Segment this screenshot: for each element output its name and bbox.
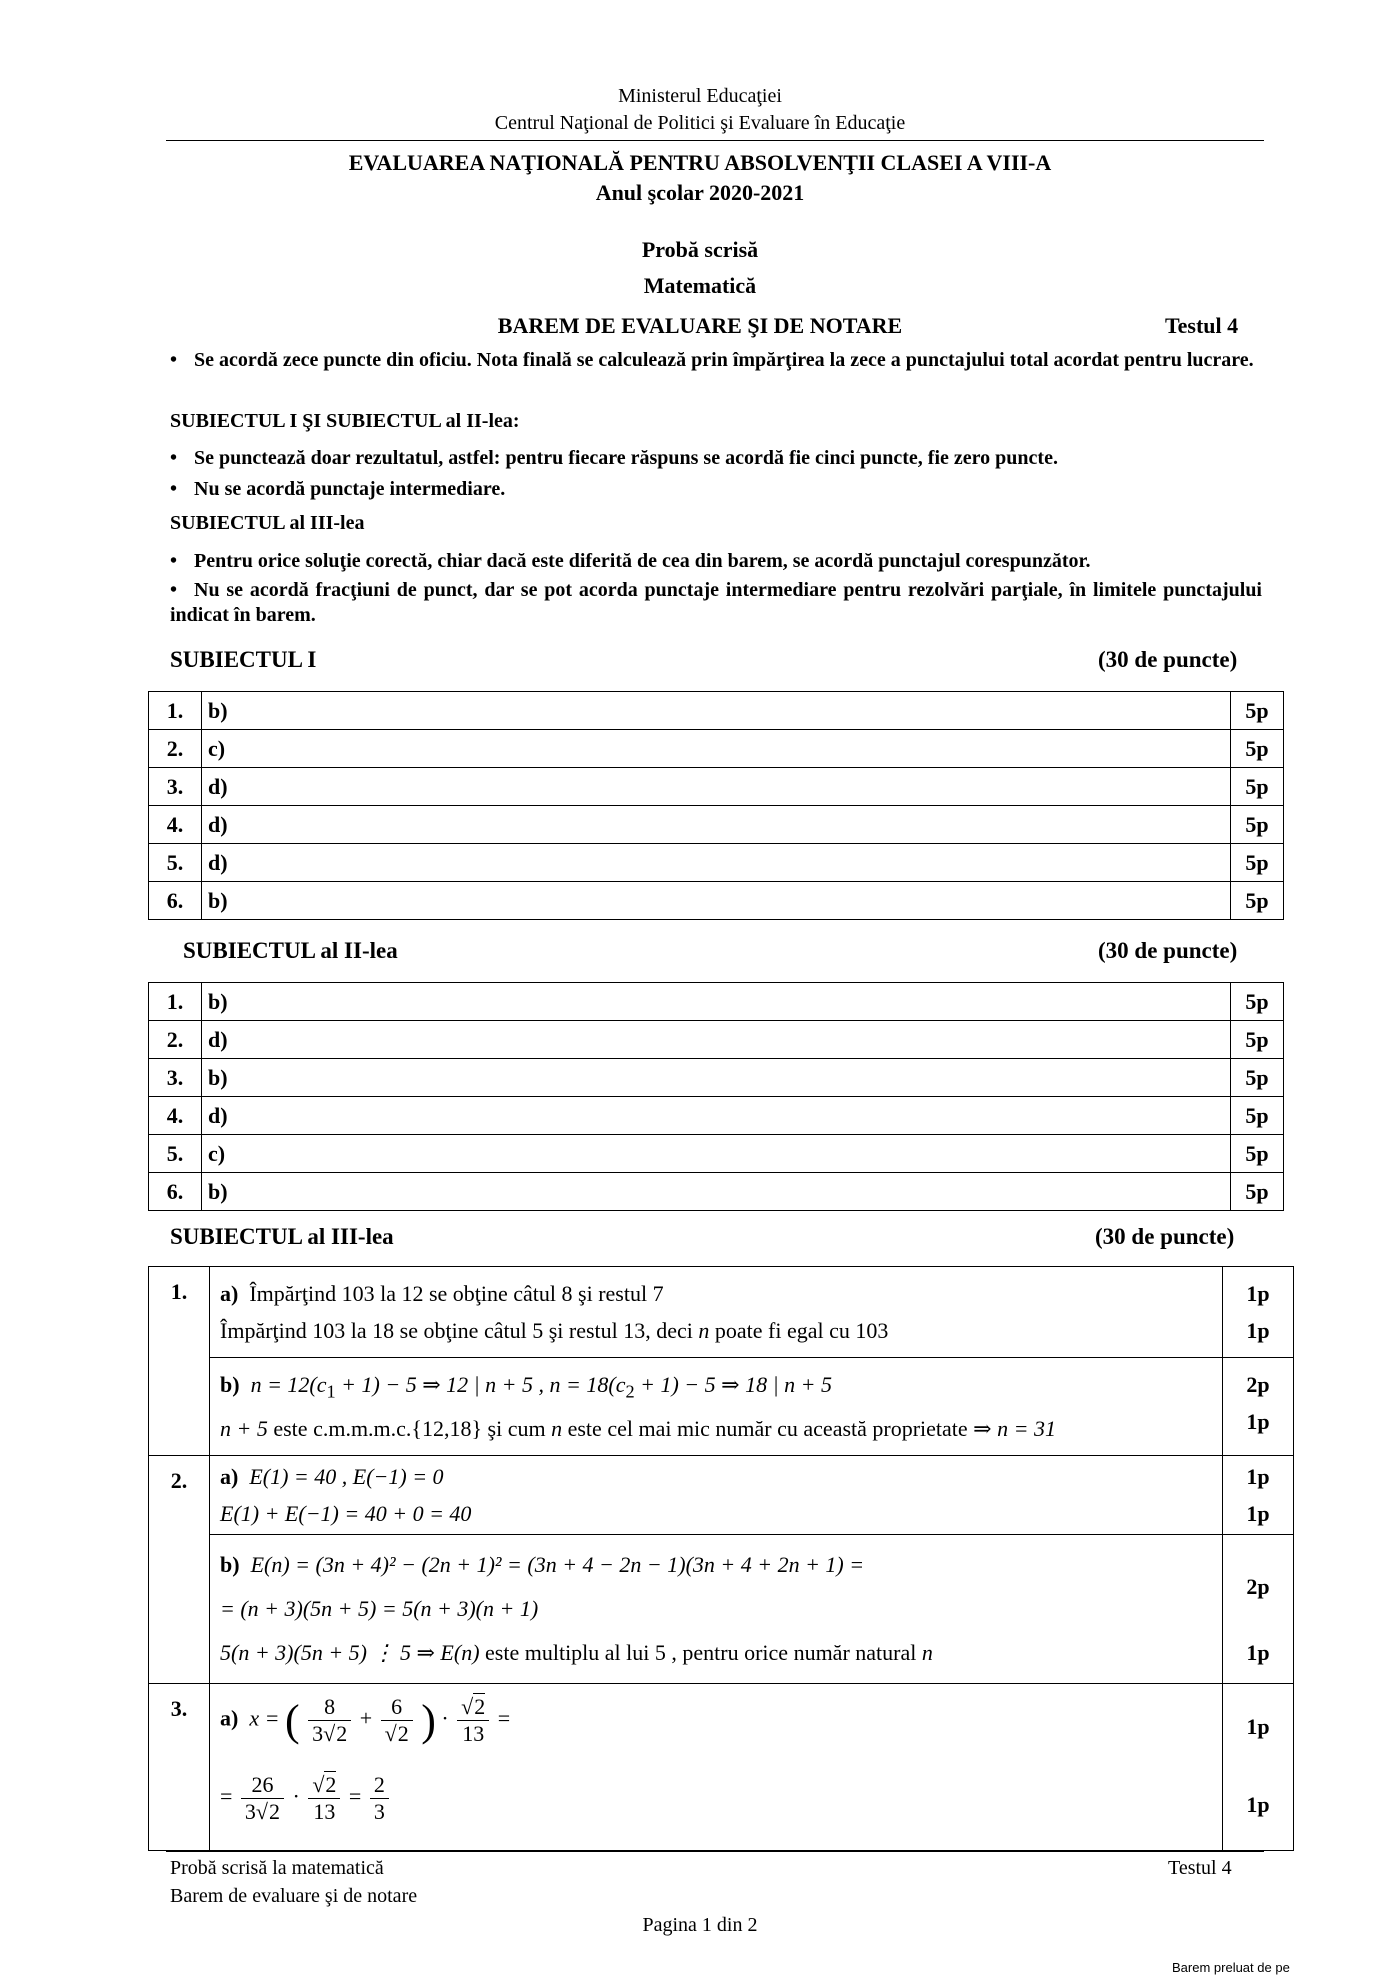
problem-1-b-line-1: b) $n = 12(c_1 + 1) - 5$ ⇒ 12 | n + 5 , $n = 18(c_2 + 1) - 5$ ⇒ 18 | n + 5 <box>220 1372 832 1402</box>
problem-1-b-line-2: n + 5 este c.m.m.m.c.{12,18} şi cum n este cel mai mic număr cu această proprietate ⇒ n = 31 <box>220 1416 1056 1442</box>
s12-rule-2: • Nu se acordă punctaje intermediare. <box>170 478 506 500</box>
fraction: $\frac{2}{3}$ <box>370 1772 389 1825</box>
problem-1-b-row <box>149 1358 1294 1456</box>
problem-2-b-line-3: 5(n + 3)(5n + 5) ⋮ 5 ⇒ E(n) este multiplu al lui 5 , pentru orice număr natural n <box>220 1640 933 1666</box>
footer-test-label: Testul 4 <box>1168 1857 1232 1879</box>
problem-2-a-points: 1p 1p <box>1223 1456 1294 1535</box>
s3-heading: SUBIECTUL al III-lea <box>170 512 365 534</box>
fraction: $\frac{8}{3√2}$ <box>308 1694 351 1747</box>
subject-name: Matematică <box>643 273 757 298</box>
problem-2-b-points: 2p 1p <box>1223 1535 1294 1684</box>
item-answer: d) <box>202 1021 1231 1059</box>
problem-2-a <box>210 1456 1223 1535</box>
problem-3-number: 3. <box>149 1684 210 1851</box>
item-answer: d) <box>202 806 1231 844</box>
item-number: 4. <box>149 806 202 844</box>
subiectul-3-title: SUBIECTUL al III-lea <box>170 1224 394 1249</box>
answer-row <box>149 692 1284 730</box>
item-number: 1. <box>149 983 202 1021</box>
answer-row <box>149 1135 1284 1173</box>
item-points: 5p <box>1231 806 1284 844</box>
part-label: a) <box>220 1281 239 1306</box>
problem-1-b <box>210 1358 1223 1456</box>
fraction: $\frac{√2}{13}$ <box>457 1694 489 1747</box>
subiectul-2-points: (30 de puncte) <box>1098 938 1238 963</box>
subiectul-1-points: (30 de puncte) <box>1098 647 1238 672</box>
item-number: 6. <box>149 882 202 920</box>
problem-1-a-points: 1p 1p <box>1223 1267 1294 1358</box>
test-label: Testul 4 <box>1165 313 1239 338</box>
item-points: 5p <box>1231 1173 1284 1211</box>
footer-left-2: Barem de evaluare şi de notare <box>170 1885 418 1907</box>
subiectul-1-title: SUBIECTUL I <box>170 647 317 672</box>
item-answer: b) <box>202 983 1231 1021</box>
answer-row <box>149 983 1284 1021</box>
answer-row <box>149 806 1284 844</box>
problem-2-number: 2. <box>149 1456 210 1684</box>
problem-2-a-row <box>149 1456 1294 1535</box>
item-answer: b) <box>202 692 1231 730</box>
fraction: $\frac{26}{3√2}$ <box>241 1772 284 1825</box>
item-number: 5. <box>149 844 202 882</box>
subiectul-2-table <box>148 982 1284 1211</box>
item-number: 6. <box>149 1173 202 1211</box>
fraction: $\frac{6}{√2}$ <box>381 1694 413 1747</box>
answer-row <box>149 768 1284 806</box>
answer-row <box>149 1097 1284 1135</box>
problem-2-a-line-1: a) E(1) = 40 , E(−1) = 0 <box>220 1464 444 1490</box>
item-answer: b) <box>202 1059 1231 1097</box>
item-answer: d) <box>202 1097 1231 1135</box>
item-number: 3. <box>149 1059 202 1097</box>
item-number: 5. <box>149 1135 202 1173</box>
answer-row <box>149 882 1284 920</box>
item-points: 5p <box>1231 1097 1284 1135</box>
answer-row <box>149 1021 1284 1059</box>
item-answer: b) <box>202 1173 1231 1211</box>
problem-3-a-line-2: = $\frac{26}{3√2}$ · $\frac{√2}{13}$ = $\frac{2}{3}$ <box>220 1772 1212 1838</box>
answer-row <box>149 844 1284 882</box>
problem-1-a-line-1: Împărţind 103 la 12 se obţine câtul 8 şi restul 7 <box>249 1281 664 1306</box>
item-number: 4. <box>149 1097 202 1135</box>
problem-1-a-row <box>149 1267 1294 1358</box>
exam-title: EVALUAREA NAŢIONALĂ PENTRU ABSOLVENŢII CLASEI A VIII-A <box>348 150 1052 175</box>
fraction: $\frac{√2}{13}$ <box>308 1772 340 1825</box>
item-points: 5p <box>1231 768 1284 806</box>
subiectul-3-points: (30 de puncte) <box>1095 1224 1235 1249</box>
item-answer: b) <box>202 882 1231 920</box>
item-answer: d) <box>202 768 1231 806</box>
subiectul-1-table <box>148 691 1284 920</box>
item-points: 5p <box>1231 844 1284 882</box>
problem-1-a <box>210 1267 1223 1358</box>
item-answer: d) <box>202 844 1231 882</box>
problem-2-b-line-1: b) E(n) = (3n + 4)² − (2n + 1)² = (3n + 4 − 2n − 1)(3n + 4 + 2n + 1) = <box>220 1552 865 1578</box>
item-number: 2. <box>149 1021 202 1059</box>
item-points: 5p <box>1231 730 1284 768</box>
problem-3-a <box>210 1684 1223 1851</box>
problem-2-b <box>210 1535 1223 1684</box>
answer-row <box>149 1173 1284 1211</box>
item-points: 5p <box>1231 692 1284 730</box>
problem-2-b-row <box>149 1535 1294 1684</box>
problem-1-number: 1. <box>149 1267 210 1456</box>
barem-title: BAREM DE EVALUARE ŞI DE NOTARE <box>497 313 903 338</box>
school-year: Anul şcolar 2020-2021 <box>595 180 805 205</box>
test-type: Probă scrisă <box>641 237 759 262</box>
problem-3-a-row <box>149 1684 1294 1851</box>
item-points: 5p <box>1231 1059 1284 1097</box>
subiectul-3-table <box>148 1266 1294 1851</box>
item-points: 5p <box>1231 882 1284 920</box>
item-answer: c) <box>202 730 1231 768</box>
source-note: Barem preluat de pe <box>1172 1960 1290 1975</box>
problem-1-b-points: 2p 1p <box>1223 1358 1294 1456</box>
ministry-name: Ministerul Educaţiei <box>618 85 782 107</box>
problem-1-a-line-2: Împărţind 103 la 18 se obţine câtul 5 şi restul 13, deci n poate fi egal cu 103 <box>220 1318 889 1343</box>
s3-rule-1: • Pentru orice soluţie corectă, chiar dacă este diferită de cea din barem, se acordă punctajul corespunzător. <box>170 550 1091 572</box>
general-instruction: • Se acordă zece puncte din oficiu. Nota finală se calculează prin împărţirea la zece a punctajului total acordat pentru lucrare. <box>170 349 1254 371</box>
page-number: Pagina 1 din 2 <box>642 1914 758 1936</box>
problem-2-a-line-2: E(1) + E(−1) = 40 + 0 = 40 <box>220 1501 472 1527</box>
subiectul-2-title: SUBIECTUL al II-lea <box>183 938 398 963</box>
item-points: 5p <box>1231 1021 1284 1059</box>
item-number: 1. <box>149 692 202 730</box>
header-rule <box>166 140 1264 141</box>
center-name: Centrul Naţional de Politici şi Evaluare în Educaţie <box>494 112 906 134</box>
item-number: 2. <box>149 730 202 768</box>
answer-row <box>149 730 1284 768</box>
item-answer: c) <box>202 1135 1231 1173</box>
item-points: 5p <box>1231 983 1284 1021</box>
problem-3-a-line-1: a) x = ( $\frac{8}{3√2}$ + $\frac{6}{√2}$ ) · $\frac{√2}{13}$ = <box>220 1694 511 1747</box>
answer-row <box>149 1059 1284 1097</box>
item-points: 5p <box>1231 1135 1284 1173</box>
footer-rule <box>166 1851 1264 1852</box>
s3-rule-2: • Nu se acordă fracţiuni de punct, dar se pot acorda punctaje intermediare pentru rezolvări parţiale, în limitele punctajului indicat în barem. <box>170 579 1262 626</box>
s12-heading: SUBIECTUL I ŞI SUBIECTUL al II-lea: <box>170 410 520 432</box>
s12-rule-1: • Se punctează doar rezultatul, astfel: pentru fiecare răspuns se acordă fie cinci puncte, fie zero puncte. <box>170 447 1058 469</box>
problem-3-a-points: 1p 1p <box>1223 1684 1294 1851</box>
footer-left-1: Probă scrisă la matematică <box>170 1857 384 1879</box>
item-number: 3. <box>149 768 202 806</box>
problem-2-b-line-2: = (n + 3)(5n + 5) = 5(n + 3)(n + 1) <box>220 1596 539 1622</box>
